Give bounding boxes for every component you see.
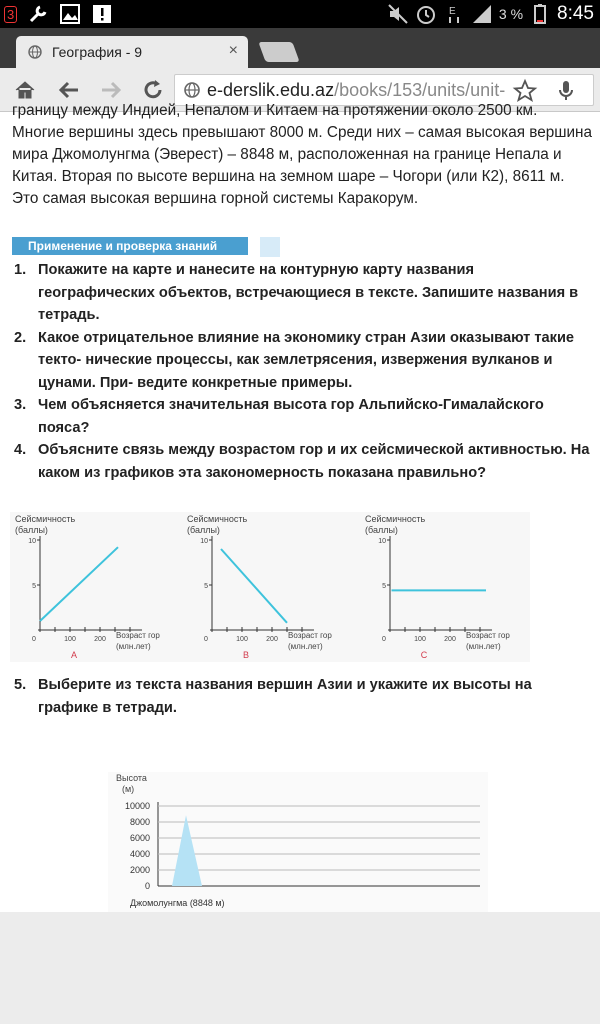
y-axis-label: Сейсмичность bbox=[15, 514, 76, 524]
seismicity-graphs bbox=[10, 512, 530, 662]
y-tick-label: 10 bbox=[200, 538, 208, 545]
data-transfer-icon bbox=[443, 3, 465, 25]
question-list bbox=[12, 259, 590, 484]
browser-tab[interactable] bbox=[16, 36, 248, 68]
x-axis-label: (млн.лет) bbox=[466, 642, 501, 651]
x-tick-label: 0 bbox=[32, 636, 36, 643]
seismicity-graph-b bbox=[182, 512, 352, 662]
url-path: /books/153/units/unit- bbox=[334, 79, 506, 100]
panel-label: A bbox=[70, 650, 78, 660]
question-number: 2. bbox=[14, 329, 27, 346]
microphone-icon[interactable] bbox=[557, 80, 575, 102]
x-tick-label: 0 bbox=[204, 636, 208, 643]
question-item bbox=[12, 327, 590, 395]
x-tick-label: 100 bbox=[236, 636, 248, 643]
x-tick-label: 200 bbox=[266, 636, 278, 643]
battery-percent: 3 % bbox=[498, 6, 524, 22]
peak-height-chart bbox=[108, 772, 488, 912]
y-tick-label: 5 bbox=[204, 583, 208, 590]
status-bar bbox=[0, 0, 600, 28]
question-text: Покажите на карте и нанесите на контурную карту названия географических объектов, встречающиеся в тексте. Запишите названия в тетрадь. bbox=[38, 262, 579, 323]
question-number: 4. bbox=[14, 442, 27, 458]
x-category-label: Джомолунгма (8848 м) bbox=[130, 898, 225, 908]
peak-triangle bbox=[172, 815, 202, 886]
series-line bbox=[40, 547, 118, 621]
y-axis-label: (баллы) bbox=[187, 525, 220, 535]
clock: 8:45 bbox=[557, 3, 594, 24]
question-item bbox=[12, 439, 590, 484]
y-axis-label: Сейсмичность bbox=[365, 514, 426, 524]
y-axis-label: (баллы) bbox=[15, 525, 48, 535]
x-tick-label: 100 bbox=[64, 636, 76, 643]
question-text: Объясните связь между возрастом гор и их сейсмической активностью. На каком из графиков эта закономерность показана правильно? bbox=[38, 442, 590, 481]
seismicity-graph-c bbox=[360, 512, 530, 662]
url-host: e-derslik.edu.az bbox=[207, 79, 335, 100]
site-info-icon bbox=[183, 81, 201, 99]
wrench-icon bbox=[27, 3, 49, 25]
battery-icon bbox=[529, 3, 551, 25]
section-heading: Применение и проверка знаний bbox=[12, 237, 248, 255]
panel-label: B bbox=[242, 650, 250, 660]
series-line bbox=[221, 549, 287, 623]
y-tick-label: 10 bbox=[378, 538, 386, 545]
x-axis-label: (млн.лет) bbox=[116, 642, 151, 651]
x-axis-label: Возраст гор bbox=[466, 631, 510, 640]
panel-label: C bbox=[420, 650, 428, 660]
y-axis-label: Высота bbox=[116, 773, 147, 783]
y-tick-label: 6000 bbox=[129, 833, 150, 843]
y-tick-label: 10 bbox=[28, 538, 36, 545]
y-tick-label: 5 bbox=[32, 583, 36, 590]
notification-count: 3 bbox=[4, 6, 17, 23]
alarm-icon bbox=[415, 3, 437, 25]
page-content bbox=[0, 102, 600, 912]
x-tick-label: 200 bbox=[444, 636, 456, 643]
question-text: Какое отрицательное влияние на экономику стран Азии оказывают такие текто- нические процессы, как землетрясения, извержения вулканов и цунами. При- ведите конкретные примеры. bbox=[38, 329, 575, 391]
image-icon bbox=[59, 3, 81, 25]
alert-icon bbox=[91, 3, 113, 25]
mute-icon bbox=[387, 3, 409, 25]
question-text: Чем объясняется значительная высота гор Альпийско-Гималайского пояса? bbox=[38, 397, 544, 436]
section-heading-marker bbox=[260, 237, 280, 257]
x-axis-label: Возраст гор bbox=[116, 631, 160, 640]
y-axis-label: Сейсмичность bbox=[187, 514, 248, 524]
question-text: Выберите из текста названия вершин Азии и укажите их высоты на графике в тетради. bbox=[38, 677, 532, 716]
x-axis-label: (млн.лет) bbox=[288, 642, 323, 651]
intro-paragraph: границу между Индией, Непалом и Китаем на протяжении около 2500 км. Многие вершины здесь превышают 8000 м. Среди них – самая высокая вершина мира Джомолунгма (Эверест) – 8848 м, расположенная на границе Непала и Китая. Вторая по высоте вершина на земном шаре – Чогори (или К2), 8611 м. Это самая высокая вершина горной системы Каракорум. bbox=[12, 102, 592, 207]
tab-strip bbox=[0, 28, 600, 68]
y-tick-label: 8000 bbox=[129, 817, 150, 827]
y-axis-label: (баллы) bbox=[365, 525, 398, 535]
question-number: 3. bbox=[14, 397, 27, 413]
question-number: 5. bbox=[14, 677, 27, 693]
close-tab-icon[interactable]: × bbox=[228, 42, 238, 59]
y-tick-label: 4000 bbox=[129, 849, 150, 859]
tab-title: География - 9 bbox=[52, 44, 143, 60]
y-tick-label: 10000 bbox=[124, 801, 150, 811]
x-axis-label: Возраст гор bbox=[288, 631, 332, 640]
question-item bbox=[12, 674, 590, 719]
y-axis-label: (м) bbox=[122, 784, 135, 794]
seismicity-graph-a bbox=[10, 512, 180, 662]
x-tick-label: 100 bbox=[414, 636, 426, 643]
new-tab-button[interactable] bbox=[258, 42, 299, 62]
signal-icon bbox=[471, 3, 493, 25]
x-tick-label: 0 bbox=[382, 636, 386, 643]
svg-text:E: E bbox=[448, 6, 456, 17]
globe-icon bbox=[28, 45, 42, 59]
x-tick-label: 200 bbox=[94, 636, 106, 643]
y-tick-label: 5 bbox=[382, 583, 386, 590]
y-tick-label: 2000 bbox=[129, 865, 150, 875]
question-number: 1. bbox=[14, 262, 27, 278]
y-tick-label: 0 bbox=[144, 881, 150, 891]
question-item bbox=[12, 259, 590, 327]
question-item bbox=[12, 394, 590, 439]
